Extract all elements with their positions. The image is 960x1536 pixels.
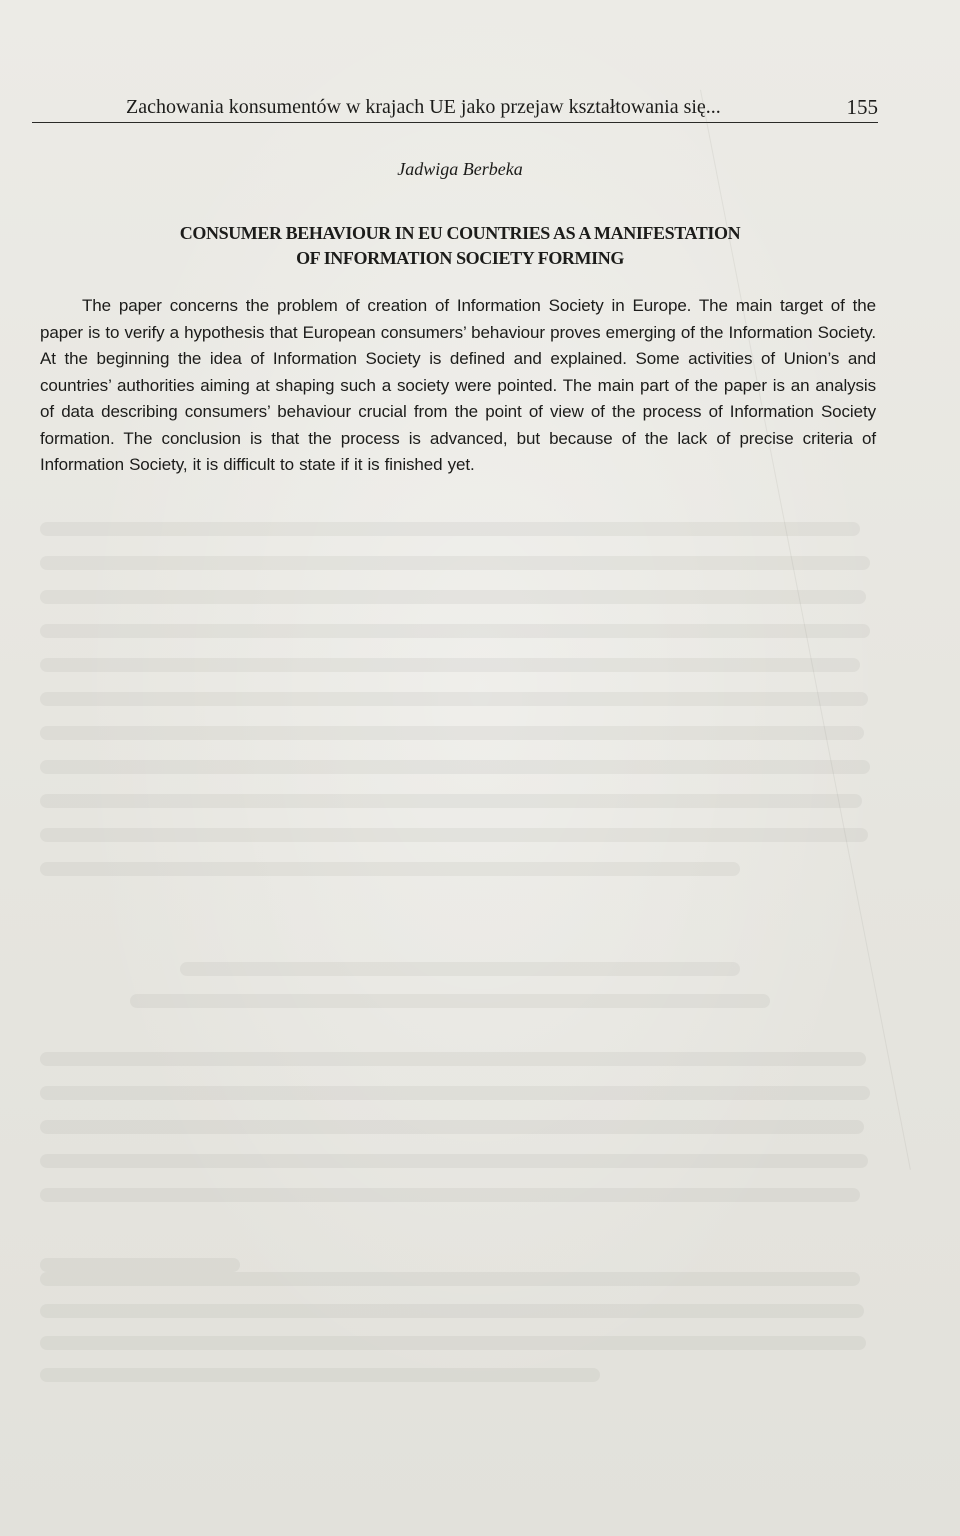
article-title xyxy=(60,221,860,271)
author-name: Jadwiga Berbeka xyxy=(397,159,523,179)
abstract-paragraph: The paper concerns the problem of creation of Information Society in Europe. The main target of the paper is to verify a hypothesis that European consumers’ behaviour proves emerging of the Information Society. At the beginning the idea of Information Society is defined and explained. Some activities of Union’s and countries’ authorities aiming at shaping such a society were pointed. The main part of the paper is an analysis of data describing consumers’ behaviour crucial from the point of view of the process of Information Society formation. The conclusion is that the process is advanced, but because of the lack of precise criteria of Information Society, it is difficult to state if it is finished yet. xyxy=(40,296,876,474)
show-through-texture xyxy=(0,500,960,1536)
running-head xyxy=(126,94,878,124)
article-title-line-2: OF INFORMATION SOCIETY FORMING xyxy=(296,248,624,268)
header-rule xyxy=(32,122,878,123)
page-number: 155 xyxy=(846,95,878,119)
article-title-line-1: CONSUMER BEHAVIOUR IN EU COUNTRIES AS A MANIFESTATION xyxy=(179,223,741,243)
running-title: Zachowania konsumentów w krajach UE jako przejaw kształtowania się... xyxy=(126,96,721,118)
